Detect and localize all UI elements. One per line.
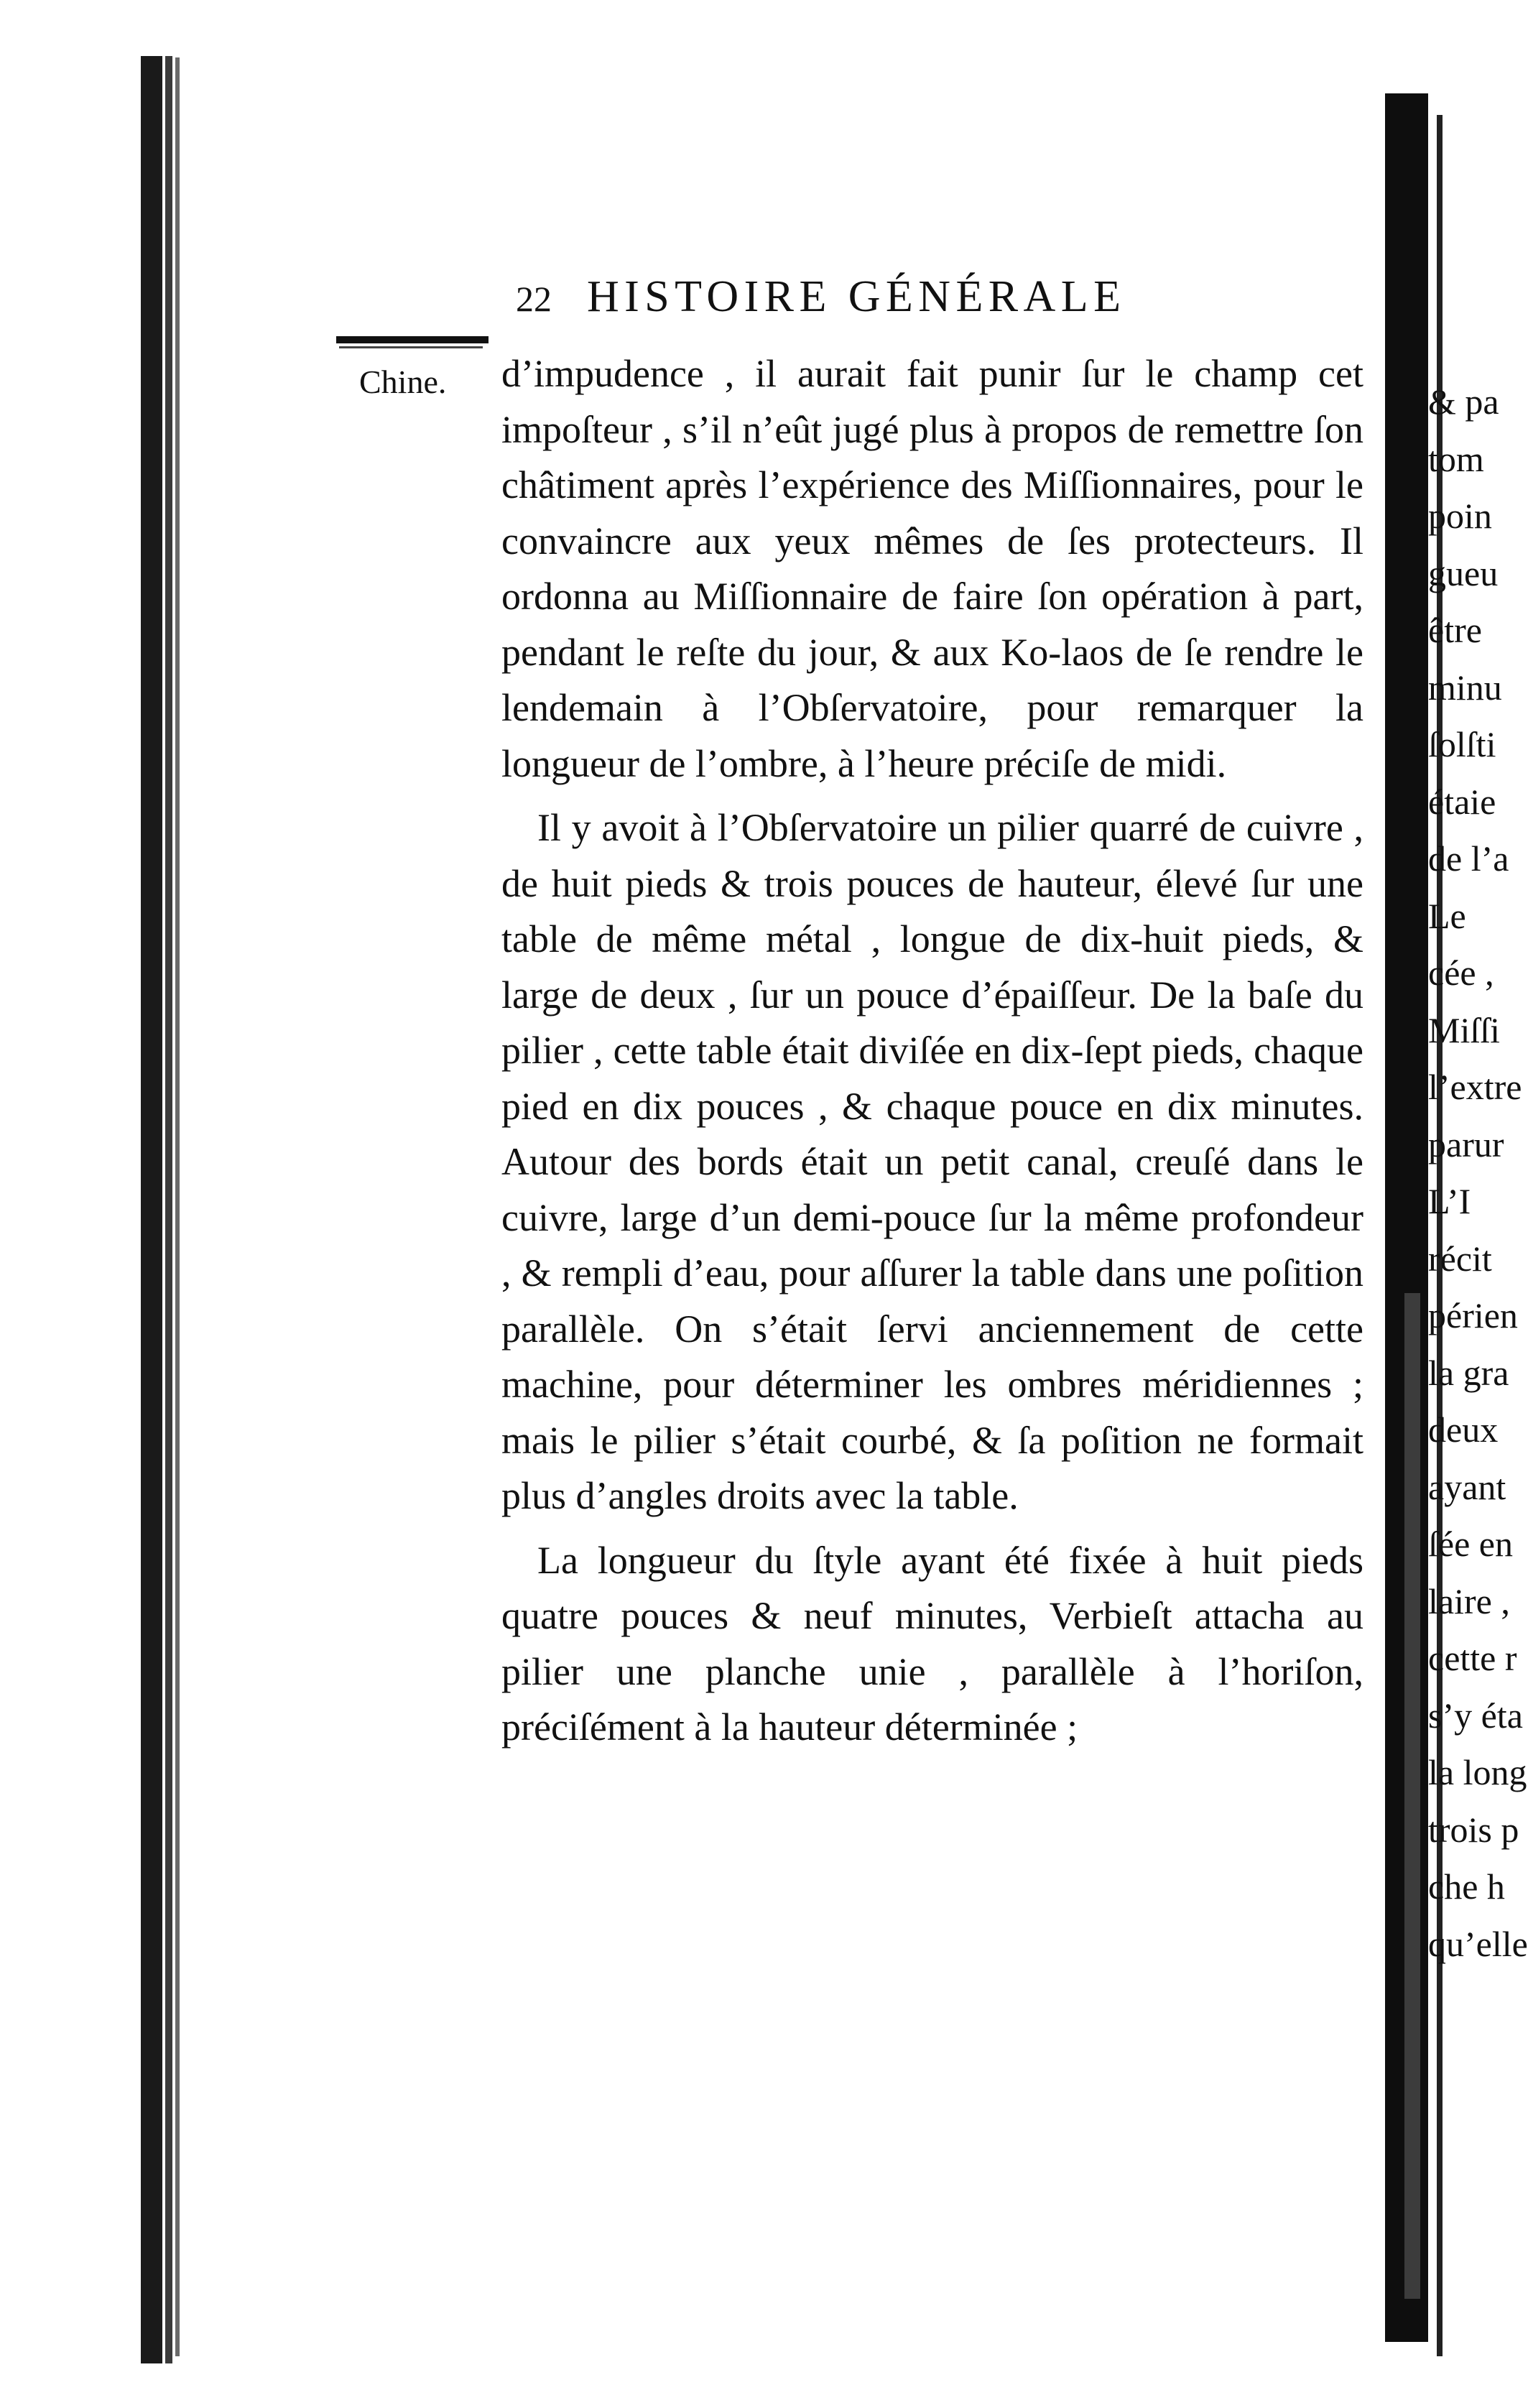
facing-page-line: minu (1428, 667, 1502, 708)
facing-page-line: poin (1428, 496, 1492, 536)
margin-rule (336, 336, 489, 343)
book-spine-edge (141, 56, 162, 2363)
facing-page-line: ſée en (1428, 1524, 1513, 1564)
facing-page-line: ſolſti (1428, 724, 1496, 764)
facing-page-line: gueu (1428, 552, 1499, 593)
facing-page-line: ayant (1428, 1466, 1506, 1507)
facing-page-line: trois p (1428, 1809, 1519, 1850)
facing-page-line: l’extre (1428, 1067, 1522, 1107)
facing-page-line: récit (1428, 1238, 1492, 1279)
facing-page-line: parur (1428, 1124, 1504, 1164)
margin-rule-thin (339, 346, 483, 348)
facing-page-line: che h (1428, 1866, 1505, 1907)
facing-page-line: Miſſi (1428, 1009, 1501, 1050)
page-number: 22 (516, 279, 552, 319)
paragraph: Il y avoit à l’Obſervatoire un pilier quarré de cuivre , de huit pieds & trois pouces de hauteur, élevé ſur une table de même métal , longue de dix-huit pieds, & large de deux , ſur un pouce d’épaiſſeur. De la baſe du pilier , cette table était diviſée en dix-ſept pieds, chaque pied en dix pouces , & chaque pouce en dix minutes. Autour des bords était un petit canal, creuſé dans le cuivre, large d’un demi-pouce ſur la même profondeur , & rempli d’eau, pour aſſurer la table dans une poſition parallèle. On s’était ſervi anciennement de cette machine, pour déterminer les ombres méridiennes ; mais le pilier s’était courbé, & ſa poſition ne formait plus d’angles droits avec la table. (501, 806, 1363, 1517)
margin-note: Chine. (359, 363, 447, 400)
facing-page-line: cette r (1428, 1638, 1517, 1678)
facing-page-line: & pa (1428, 381, 1499, 422)
running-title: HISTOIRE GÉNÉRALE (586, 272, 1126, 321)
body-text (501, 346, 1363, 1756)
facing-page-line: s’y éta (1428, 1695, 1523, 1736)
facing-page-line: étaie (1428, 781, 1496, 822)
facing-page-line: Le (1428, 895, 1466, 936)
paragraph: La longueur du ſtyle ayant été fixée à huit pieds quatre pouces & neuf minutes, Verbieſt attacha au pilier une planche unie , parallèle à l’horiſon, préciſément à la hauteur déterminée ; (501, 1538, 1363, 1749)
paragraph: d’impudence , il aurait fait punir ſur le champ cet impoſteur , s’il n’eût jugé plus à propos de remettre ſon châtiment après l’expérience des Miſſionnaires, pour le convaincre aux yeux mêmes de ſes protecteurs. Il ordonna au Miſſionnaire de faire ſon opération à part, pendant le reſte du jour, & aux Ko-laos de ſe rendre le lendemain à l’Obſervatoire, pour remarquer la longueur de l’ombre, à l’heure préciſe de midi. (501, 352, 1363, 785)
facing-page-line: laire , (1428, 1580, 1510, 1621)
facing-page-line: tom (1428, 438, 1484, 479)
facing-page-line: la gra (1428, 1352, 1509, 1393)
running-header (516, 272, 1363, 329)
facing-page-line: la long (1428, 1752, 1527, 1792)
facing-page-line: être (1428, 610, 1482, 650)
facing-page-line: deux (1428, 1409, 1499, 1450)
facing-page-line: de l’a (1428, 838, 1509, 879)
facing-page-line: périen (1428, 1295, 1518, 1335)
facing-page-text (1428, 374, 1528, 1973)
book-gutter-shadow (1404, 1293, 1420, 2299)
facing-page-line: qu’elle (1428, 1923, 1528, 1964)
facing-page-line: L’I (1428, 1181, 1471, 1221)
book-spine-shadow (165, 56, 172, 2363)
book-spine-highlight (175, 57, 180, 2356)
facing-page-line: cée , (1428, 953, 1494, 993)
